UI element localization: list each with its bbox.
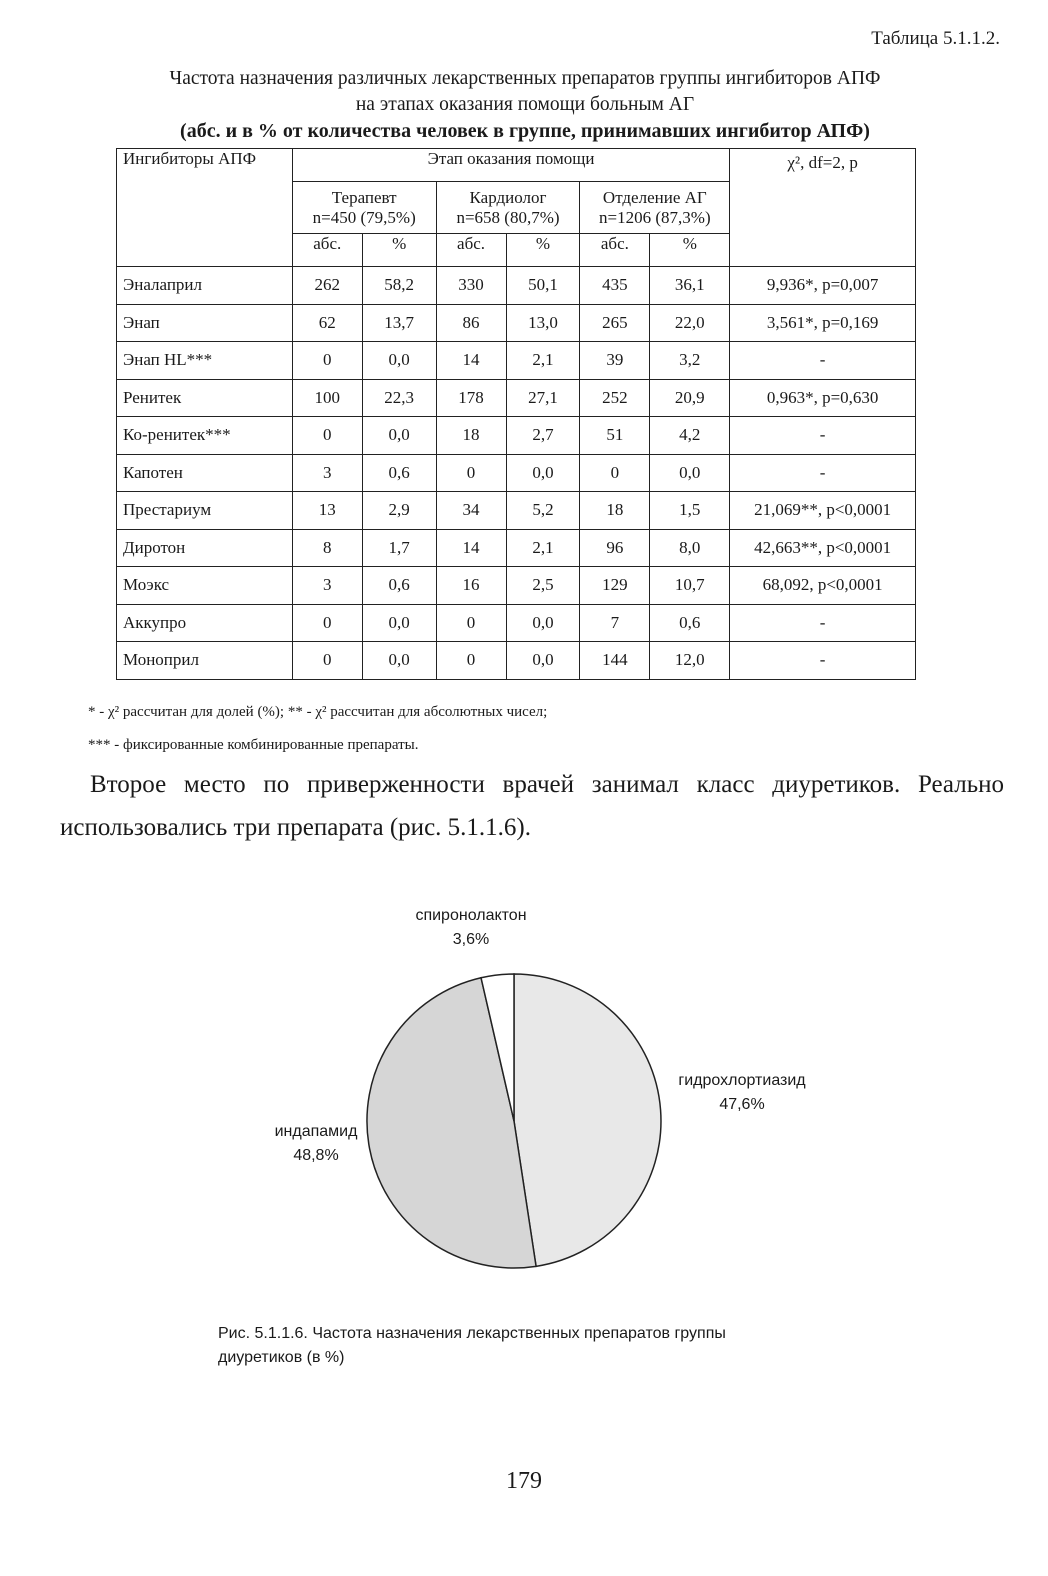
abs-value: 178 [436, 379, 506, 417]
pct-value: 4,2 [650, 417, 730, 455]
ace-inhibitors-table [116, 148, 916, 680]
group-n: n=450 (79,5%) [312, 207, 416, 227]
slice-value-label: 48,8% [293, 1147, 339, 1164]
header-chi-square: χ², df=2, p [730, 149, 916, 267]
chi-square-value: - [730, 417, 916, 455]
pct-value: 0,6 [362, 454, 436, 492]
figure-caption [218, 1322, 858, 1370]
drug-name: Ко-ренитек*** [117, 417, 293, 455]
abs-value: 96 [580, 529, 650, 567]
drug-name: Энап HL*** [117, 342, 293, 380]
abs-value: 0 [436, 642, 506, 680]
abs-value: 0 [292, 642, 362, 680]
caption-line-3: (абс. и в % от количества человек в группе, принимавших ингибитор АПФ) [180, 120, 870, 142]
table-number: Таблица 5.1.1.2. [871, 28, 1000, 49]
table-row [117, 379, 916, 417]
abs-value: 18 [580, 492, 650, 530]
pct-value: 50,1 [506, 267, 580, 305]
abs-value: 62 [292, 304, 362, 342]
header-group-ah-department [580, 182, 730, 234]
page-number: 179 [506, 1468, 542, 1494]
group-name: Отделение АГ [602, 187, 707, 207]
pct-value: 27,1 [506, 379, 580, 417]
table-caption [60, 66, 990, 144]
abs-value: 100 [292, 379, 362, 417]
pct-value: 2,1 [506, 529, 580, 567]
pct-value: 0,0 [650, 454, 730, 492]
table-row [117, 492, 916, 530]
pct-value: 0,0 [506, 604, 580, 642]
pct-value: 10,7 [650, 567, 730, 605]
header-group-cardiologist [436, 182, 580, 234]
abs-value: 265 [580, 304, 650, 342]
table-row [117, 267, 916, 305]
chi-square-value: - [730, 342, 916, 380]
pct-value: 13,7 [362, 304, 436, 342]
pct-value: 58,2 [362, 267, 436, 305]
paragraph-text: Второе место по приверженности врачей занимал класс диуретиков. Реально использовались три препарата (рис. 5.1.1.6). [60, 771, 1004, 841]
pct-value: 2,1 [506, 342, 580, 380]
diuretics-pie-chart [240, 900, 820, 1290]
abs-value: 13 [292, 492, 362, 530]
table-row [117, 604, 916, 642]
abs-value: 0 [436, 454, 506, 492]
abs-value: 7 [580, 604, 650, 642]
abs-value: 330 [436, 267, 506, 305]
abs-value: 252 [580, 379, 650, 417]
pct-value: 0,6 [650, 604, 730, 642]
abs-value: 262 [292, 267, 362, 305]
pct-value: 0,0 [362, 342, 436, 380]
pct-value: 1,5 [650, 492, 730, 530]
table-notes [88, 696, 547, 762]
abs-value: 0 [292, 604, 362, 642]
abs-value: 3 [292, 567, 362, 605]
pct-value: 3,2 [650, 342, 730, 380]
chi-square-value: - [730, 642, 916, 680]
abs-value: 51 [580, 417, 650, 455]
slice-label: гидрохлортиазид [678, 1072, 806, 1089]
header-drug: Ингибиторы АПФ [117, 149, 293, 267]
abs-value: 3 [292, 454, 362, 492]
caption-line-1: Частота назначения различных лекарственных препаратов группы ингибиторов АПФ [169, 68, 881, 89]
pct-value: 8,0 [650, 529, 730, 567]
abs-value: 0 [292, 342, 362, 380]
table-row [117, 529, 916, 567]
drug-name: Ренитек [117, 379, 293, 417]
chi-square-value: 21,069**, p<0,0001 [730, 492, 916, 530]
abs-value: 129 [580, 567, 650, 605]
abs-value: 86 [436, 304, 506, 342]
slice-label: спиронолактон [415, 907, 527, 924]
pct-value: 22,0 [650, 304, 730, 342]
group-n: n=658 (80,7%) [456, 207, 560, 227]
pct-value: 0,0 [362, 642, 436, 680]
drug-name: Моэкс [117, 567, 293, 605]
drug-name: Аккупро [117, 604, 293, 642]
chi-square-value: - [730, 604, 916, 642]
pct-value: 5,2 [506, 492, 580, 530]
chi-square-value: 0,963*, p=0,630 [730, 379, 916, 417]
note-line-1: * - χ² рассчитан для долей (%); ** - χ² рассчитан для абсолютных чисел; [88, 704, 548, 720]
abs-value: 144 [580, 642, 650, 680]
abs-value: 0 [580, 454, 650, 492]
table-row [117, 567, 916, 605]
pct-value: 22,3 [362, 379, 436, 417]
table-row [117, 342, 916, 380]
drug-name: Моноприл [117, 642, 293, 680]
pct-value: 0,0 [362, 417, 436, 455]
pct-value: 36,1 [650, 267, 730, 305]
subheader-pct: % [506, 234, 580, 267]
subheader-pct: % [650, 234, 730, 267]
chi-square-value: 68,092, p<0,0001 [730, 567, 916, 605]
caption-line-2: на этапах оказания помощи больным АГ [355, 94, 695, 115]
figure-caption-line-1: Рис. 5.1.1.6. Частота назначения лекарственных препаратов группы [218, 1325, 726, 1342]
pct-value: 12,0 [650, 642, 730, 680]
pct-value: 20,9 [650, 379, 730, 417]
abs-value: 435 [580, 267, 650, 305]
chi-square-value: 42,663**, p<0,0001 [730, 529, 916, 567]
slice-value-label: 47,6% [719, 1096, 765, 1113]
header-stage: Этап оказания помощи [292, 149, 729, 182]
abs-value: 39 [580, 342, 650, 380]
table-row [117, 417, 916, 455]
pct-value: 0,0 [506, 642, 580, 680]
group-name: Кардиолог [469, 187, 547, 207]
subheader-pct: % [362, 234, 436, 267]
table-row [117, 304, 916, 342]
subheader-abs: абс. [580, 234, 650, 267]
subheader-abs: абс. [436, 234, 506, 267]
pct-value: 0,0 [362, 604, 436, 642]
header-group-therapist [292, 182, 436, 234]
table-row [117, 642, 916, 680]
drug-name: Престариум [117, 492, 293, 530]
table-row [117, 454, 916, 492]
slice-value-label: 3,6% [452, 931, 490, 948]
figure-caption-line-2: диуретиков (в %) [218, 1349, 345, 1366]
drug-name: Эналаприл [117, 267, 293, 305]
pct-value: 2,5 [506, 567, 580, 605]
abs-value: 0 [292, 417, 362, 455]
abs-value: 14 [436, 342, 506, 380]
chi-square-value: 3,561*, p=0,169 [730, 304, 916, 342]
pct-value: 1,7 [362, 529, 436, 567]
note-line-2: *** - фиксированные комбинированные препараты. [88, 737, 419, 753]
subheader-abs: абс. [292, 234, 362, 267]
slice-label: индапамид [274, 1123, 358, 1140]
drug-name: Капотен [117, 454, 293, 492]
abs-value: 34 [436, 492, 506, 530]
abs-value: 18 [436, 417, 506, 455]
table-body [117, 267, 916, 680]
pct-value: 0,6 [362, 567, 436, 605]
chi-square-value: - [730, 454, 916, 492]
abs-value: 16 [436, 567, 506, 605]
drug-name: Энап [117, 304, 293, 342]
group-name: Терапевт [331, 187, 397, 207]
pct-value: 13,0 [506, 304, 580, 342]
pie-slice-гидрохлортиазид [514, 974, 661, 1266]
drug-name: Диротон [117, 529, 293, 567]
pct-value: 2,9 [362, 492, 436, 530]
abs-value: 8 [292, 529, 362, 567]
pct-value: 2,7 [506, 417, 580, 455]
body-paragraph [60, 763, 1004, 849]
chi-square-value: 9,936*, p=0,007 [730, 267, 916, 305]
pct-value: 0,0 [506, 454, 580, 492]
abs-value: 14 [436, 529, 506, 567]
group-n: n=1206 (87,3%) [599, 207, 711, 227]
abs-value: 0 [436, 604, 506, 642]
